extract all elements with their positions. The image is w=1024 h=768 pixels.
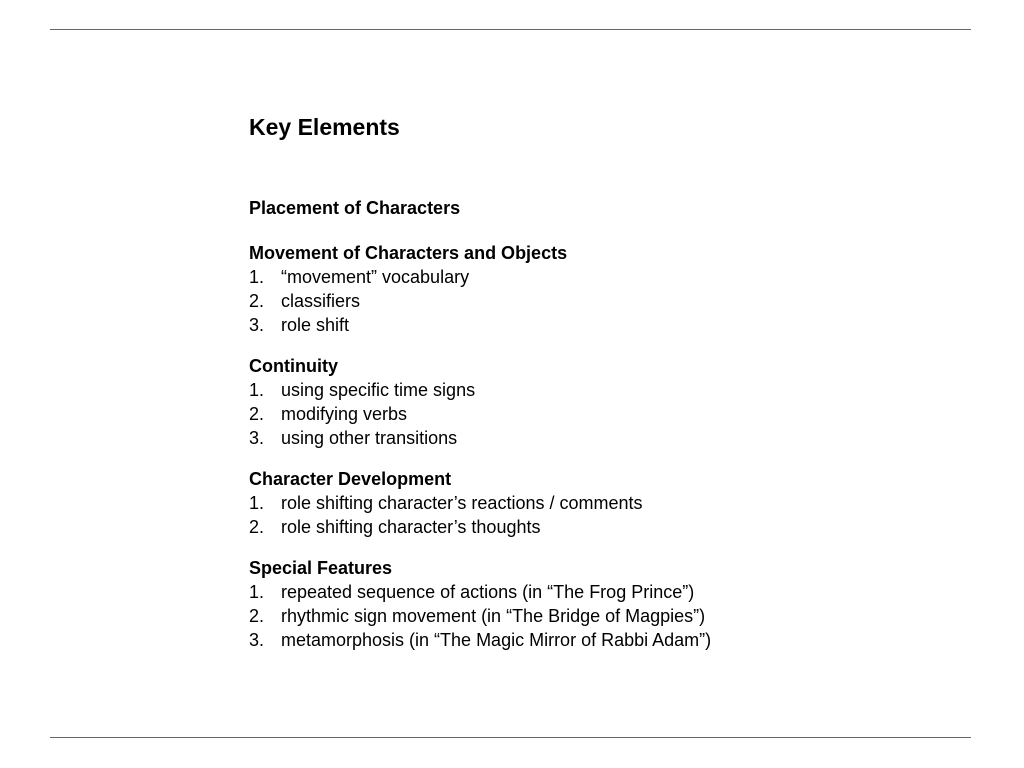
list-item-text: rhythmic sign movement (in “The Bridge of Magpies”) (281, 606, 706, 626)
section-character-development (249, 467, 949, 539)
list-item-number: 1. (249, 380, 265, 400)
list-item-text: role shifting character’s reactions / comments (281, 493, 643, 513)
list-item-number: 2. (249, 606, 265, 626)
list-item (249, 289, 949, 313)
list-item (249, 580, 949, 604)
list-item (249, 515, 949, 539)
list-item-number: 2. (249, 517, 265, 537)
section-continuity (249, 354, 949, 450)
section-heading: Continuity (249, 356, 338, 376)
bottom-divider (50, 737, 971, 738)
list-item (249, 426, 949, 450)
list-item-text: “movement” vocabulary (281, 267, 470, 287)
list-item-text: role shifting character’s thoughts (281, 517, 541, 537)
list-item-number: 1. (249, 267, 265, 287)
list-item-text: classifiers (281, 291, 361, 311)
list-item-number: 1. (249, 582, 265, 602)
section-movement (249, 241, 949, 337)
list-item (249, 378, 949, 402)
list-item-number: 1. (249, 493, 265, 513)
section-heading: Character Development (249, 469, 452, 489)
section-placement (249, 196, 949, 220)
top-divider (50, 29, 971, 30)
list-item (249, 491, 949, 515)
list-item-number: 2. (249, 404, 265, 424)
list-item-number: 2. (249, 291, 265, 311)
list-item-number: 3. (249, 630, 265, 650)
list-item (249, 313, 949, 337)
list-item-number: 3. (249, 315, 265, 335)
list-item (249, 265, 949, 289)
list-item-text: repeated sequence of actions (in “The Frog Prince”) (281, 582, 695, 602)
list-item-text: role shift (281, 315, 350, 335)
section-special-features (249, 556, 949, 652)
slide-title: Key Elements (249, 114, 400, 140)
section-heading: Special Features (249, 558, 393, 578)
list-item (249, 402, 949, 426)
list-item (249, 604, 949, 628)
section-heading: Placement of Characters (249, 198, 461, 218)
section-heading: Movement of Characters and Objects (249, 243, 568, 263)
list-item-text: using other transitions (281, 428, 458, 448)
list-item-text: using specific time signs (281, 380, 476, 400)
list-item-number: 3. (249, 428, 265, 448)
list-item (249, 628, 949, 652)
list-item-text: metamorphosis (in “The Magic Mirror of Rabbi Adam”) (281, 630, 712, 650)
list-item-text: modifying verbs (281, 404, 408, 424)
